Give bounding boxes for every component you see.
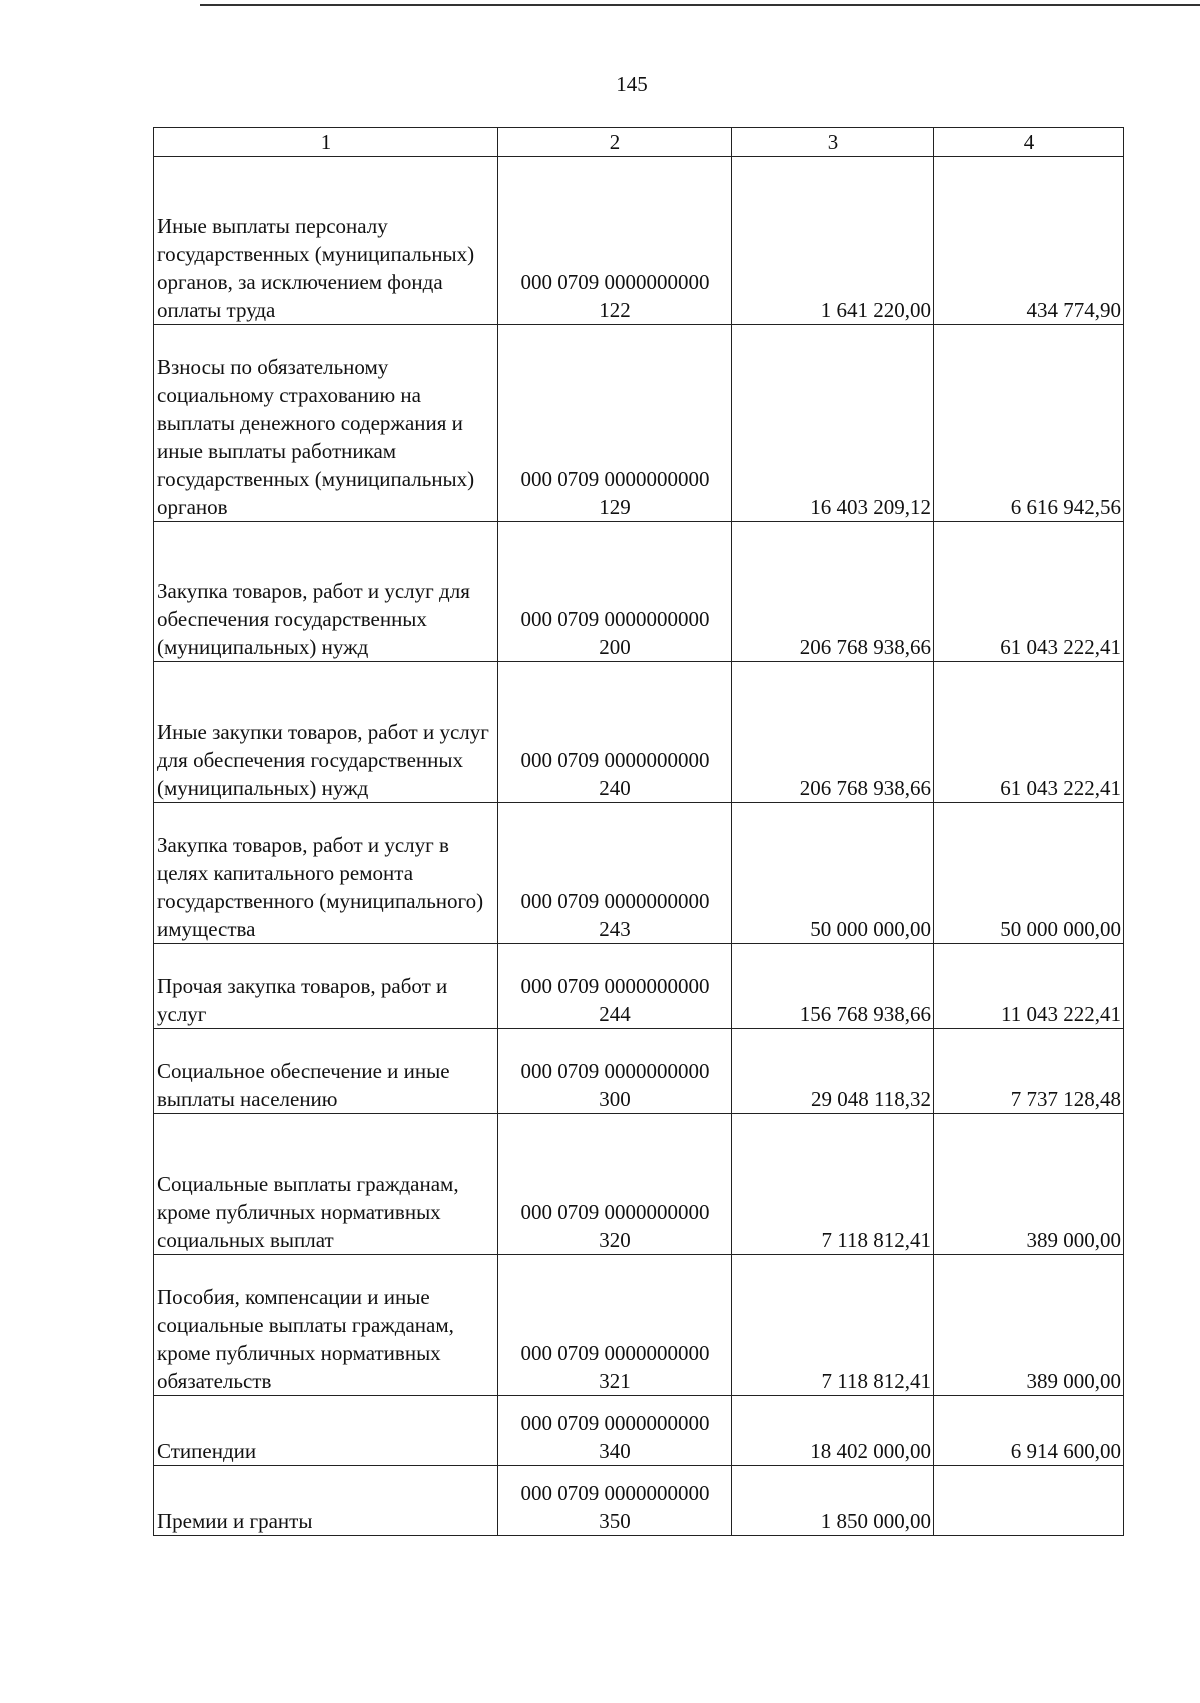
item-name-cell: Пособия, компенсации и иные социальные выплаты гражданам, кроме публичных нормативных обязательств (154, 1255, 498, 1396)
amount-cell: 16 403 209,12 (732, 325, 934, 522)
amount-cell: 434 774,90 (934, 157, 1124, 325)
code-main: 000 0709 0000000000 (520, 1411, 710, 1435)
amount-cell: 6 914 600,00 (934, 1396, 1124, 1466)
code-main: 000 0709 0000000000 (520, 1059, 710, 1083)
table-row (154, 157, 1124, 325)
code-main: 000 0709 0000000000 (520, 974, 710, 998)
budget-code-cell (498, 944, 732, 1029)
amount-cell: 18 402 000,00 (732, 1396, 934, 1466)
code-main: 000 0709 0000000000 (520, 1200, 710, 1224)
amount-cell: 7 737 128,48 (934, 1029, 1124, 1114)
budget-code-cell (498, 325, 732, 522)
column-header: 2 (498, 128, 732, 157)
budget-code-cell (498, 1466, 732, 1536)
amount-cell: 6 616 942,56 (934, 325, 1124, 522)
budget-code-cell (498, 522, 732, 662)
amount-cell (934, 1466, 1124, 1536)
code-main: 000 0709 0000000000 (520, 1341, 710, 1365)
code-main: 000 0709 0000000000 (520, 889, 710, 913)
table-row (154, 1396, 1124, 1466)
table-header-row (154, 128, 1124, 157)
code-main: 000 0709 0000000000 (520, 607, 710, 631)
column-header: 4 (934, 128, 1124, 157)
amount-cell: 1 850 000,00 (732, 1466, 934, 1536)
code-main: 000 0709 0000000000 (520, 748, 710, 772)
budget-code-cell (498, 1114, 732, 1255)
table-row (154, 944, 1124, 1029)
code-main: 000 0709 0000000000 (520, 1481, 710, 1505)
amount-cell: 206 768 938,66 (732, 522, 934, 662)
code-type: 350 (599, 1509, 631, 1533)
budget-table (153, 127, 1124, 1536)
amount-cell: 156 768 938,66 (732, 944, 934, 1029)
code-main: 000 0709 0000000000 (520, 467, 710, 491)
table-row (154, 662, 1124, 803)
code-type: 244 (599, 1002, 631, 1026)
code-type: 240 (599, 776, 631, 800)
item-name-cell: Иные закупки товаров, работ и услуг для обеспечения государственных (муниципальных) нужд (154, 662, 498, 803)
table-row (154, 803, 1124, 944)
amount-cell: 389 000,00 (934, 1114, 1124, 1255)
table-row (154, 1029, 1124, 1114)
code-main: 000 0709 0000000000 (520, 270, 710, 294)
budget-code-cell (498, 157, 732, 325)
table-row (154, 1466, 1124, 1536)
budget-code-cell (498, 1396, 732, 1466)
amount-cell: 389 000,00 (934, 1255, 1124, 1396)
amount-cell: 50 000 000,00 (934, 803, 1124, 944)
amount-cell: 61 043 222,41 (934, 522, 1124, 662)
table-row (154, 325, 1124, 522)
column-header: 3 (732, 128, 934, 157)
amount-cell: 61 043 222,41 (934, 662, 1124, 803)
code-type: 320 (599, 1228, 631, 1252)
amount-cell: 29 048 118,32 (732, 1029, 934, 1114)
code-type: 321 (599, 1369, 631, 1393)
code-type: 200 (599, 635, 631, 659)
item-name-cell: Социальные выплаты гражданам, кроме публичных нормативных социальных выплат (154, 1114, 498, 1255)
table-row (154, 1114, 1124, 1255)
code-type: 300 (599, 1087, 631, 1111)
code-type: 122 (599, 298, 631, 322)
page-number: 145 (616, 72, 648, 96)
item-name-cell: Прочая закупка товаров, работ и услуг (154, 944, 498, 1029)
item-name-cell: Стипендии (154, 1396, 498, 1466)
code-type: 129 (599, 495, 631, 519)
amount-cell: 7 118 812,41 (732, 1114, 934, 1255)
code-type: 340 (599, 1439, 631, 1463)
item-name-cell: Закупка товаров, работ и услуг в целях капитального ремонта государственного (муниципального) имущества (154, 803, 498, 944)
top-rule (200, 4, 1200, 6)
code-type: 243 (599, 917, 631, 941)
budget-code-cell (498, 1255, 732, 1396)
amount-cell: 7 118 812,41 (732, 1255, 934, 1396)
column-header: 1 (154, 128, 498, 157)
item-name-cell: Иные выплаты персоналу государственных (муниципальных) органов, за исключением фонда оплаты труда (154, 157, 498, 325)
budget-code-cell (498, 803, 732, 944)
amount-cell: 206 768 938,66 (732, 662, 934, 803)
table-row (154, 1255, 1124, 1396)
item-name-cell: Закупка товаров, работ и услуг для обеспечения государственных (муниципальных) нужд (154, 522, 498, 662)
amount-cell: 1 641 220,00 (732, 157, 934, 325)
item-name-cell: Взносы по обязательному социальному страхованию на выплаты денежного содержания и иные выплаты работникам государственных (муниципальных) органов (154, 325, 498, 522)
amount-cell: 11 043 222,41 (934, 944, 1124, 1029)
budget-code-cell (498, 1029, 732, 1114)
item-name-cell: Премии и гранты (154, 1466, 498, 1536)
table-row (154, 522, 1124, 662)
budget-code-cell (498, 662, 732, 803)
amount-cell: 50 000 000,00 (732, 803, 934, 944)
item-name-cell: Социальное обеспечение и иные выплаты населению (154, 1029, 498, 1114)
